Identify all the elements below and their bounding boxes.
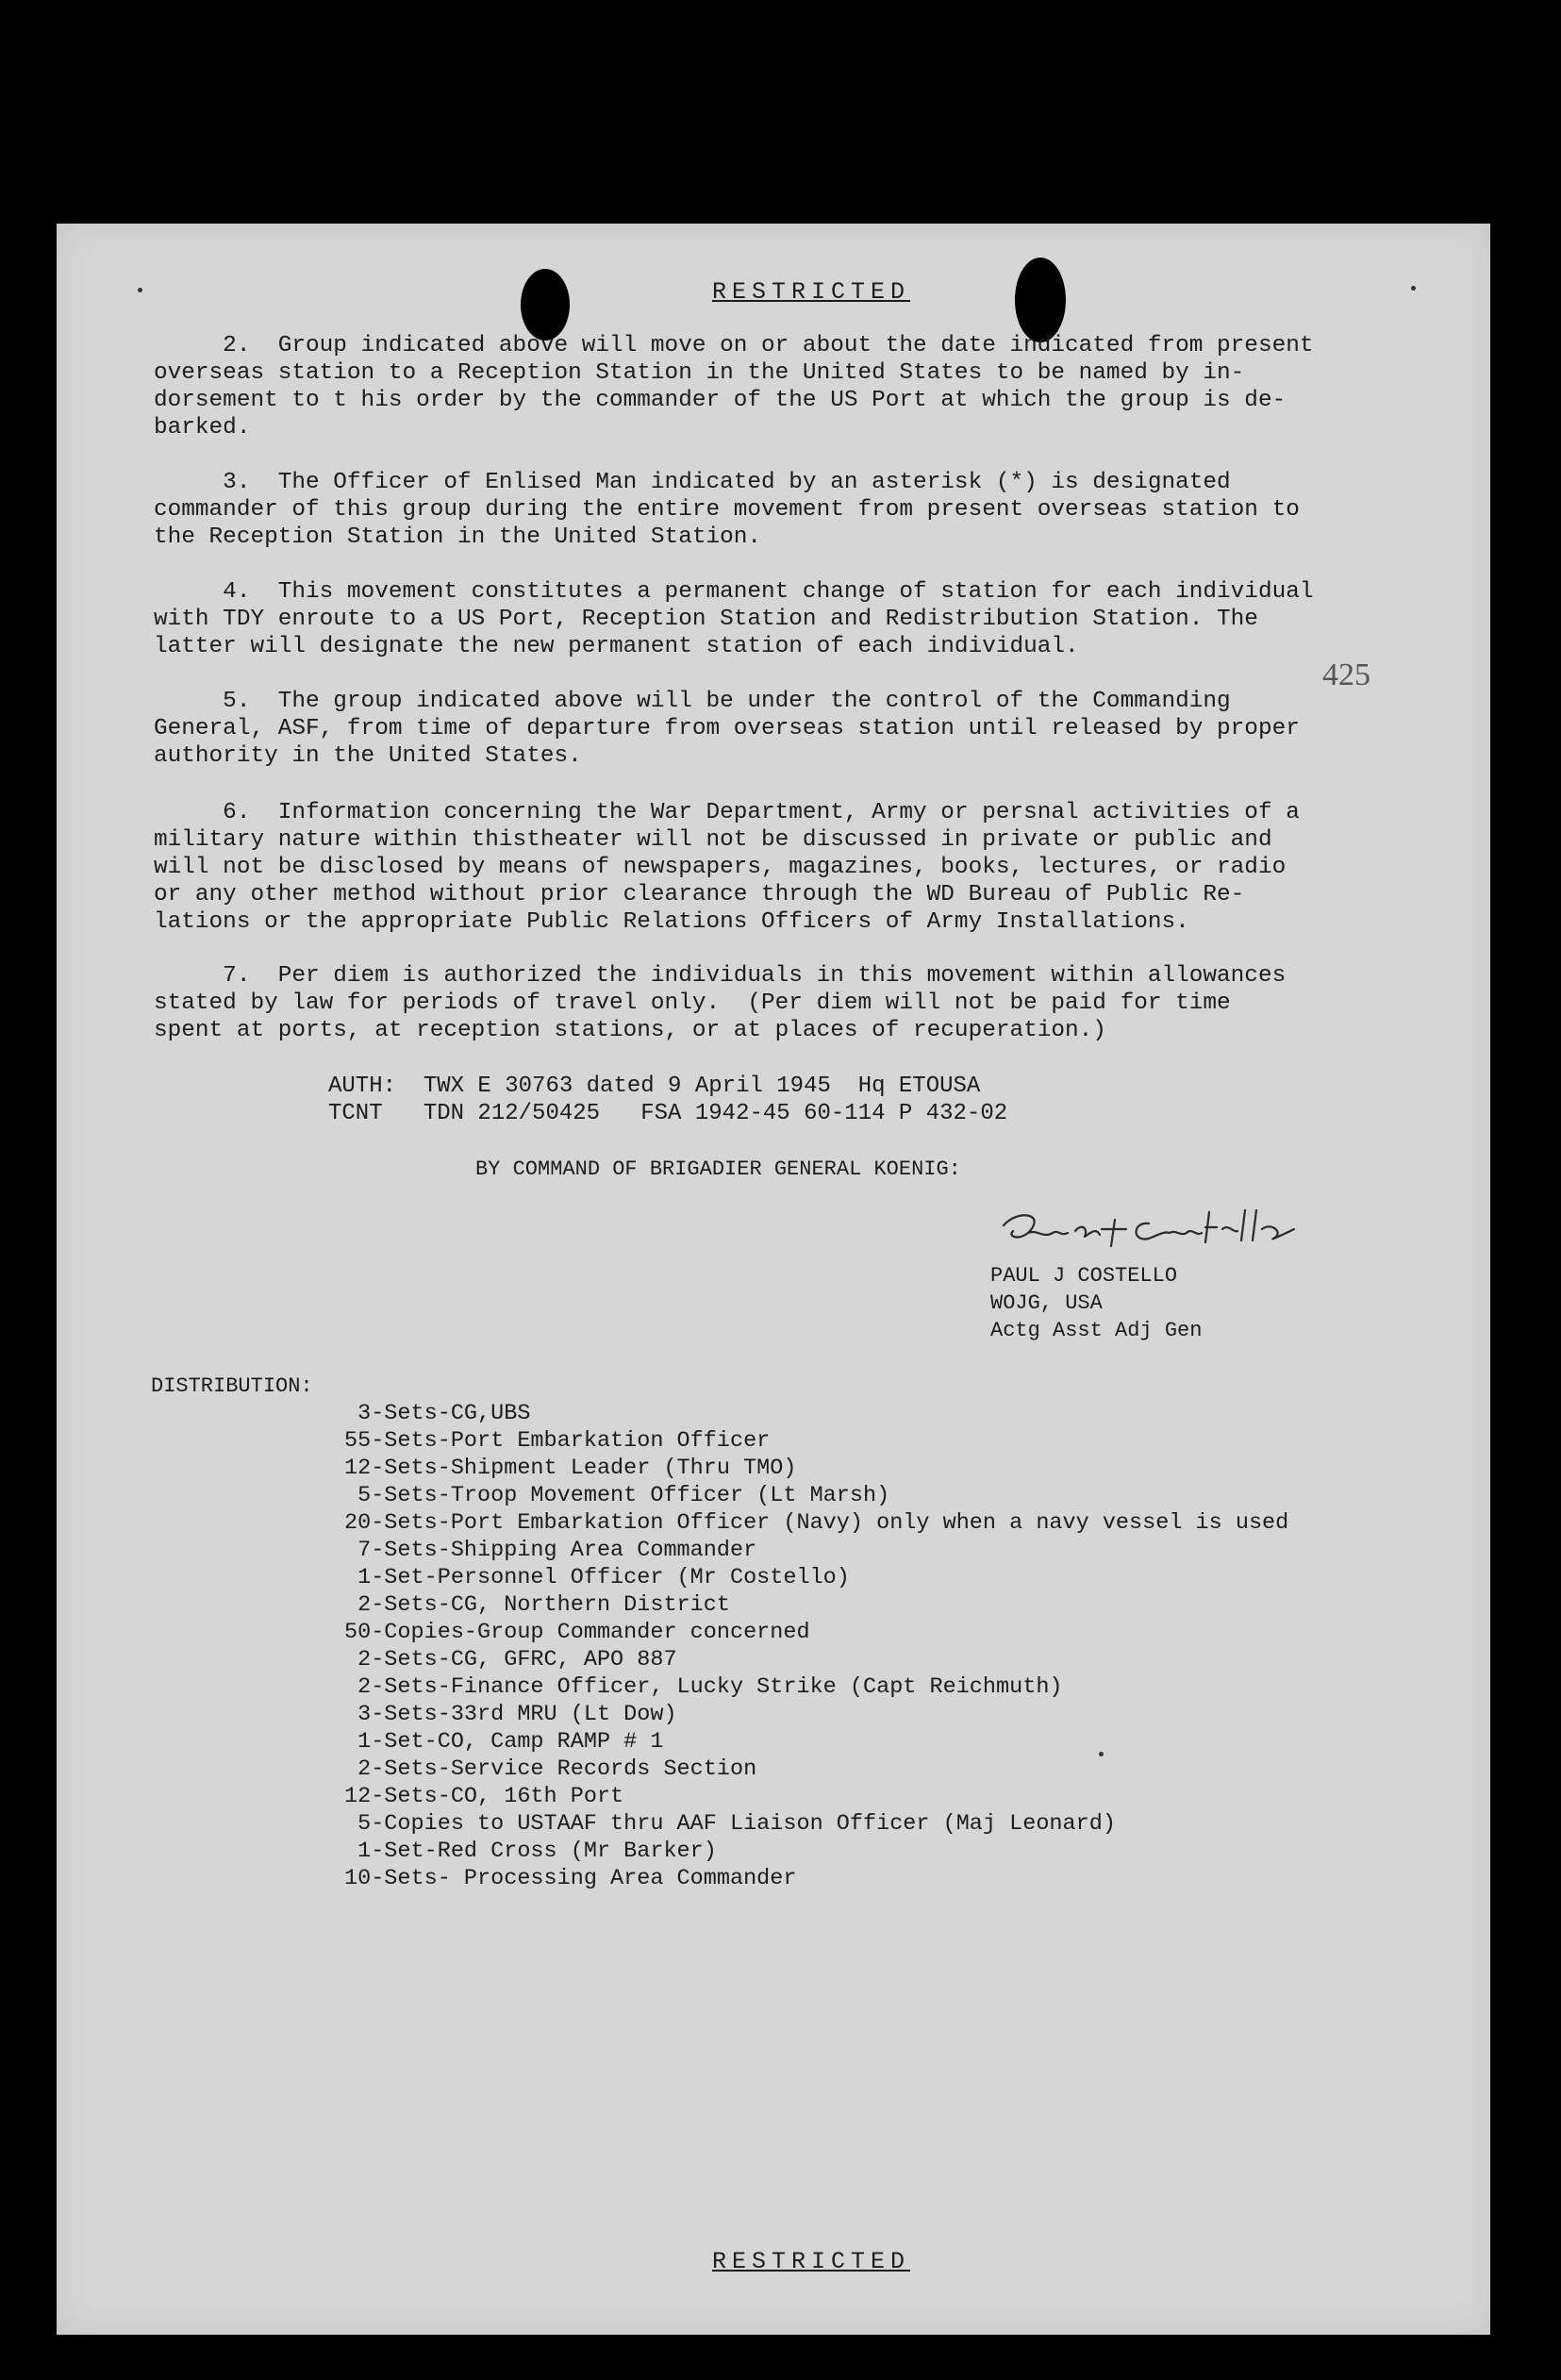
tcnt-line: TCNT TDN 212/50425 FSA 1942-45 60-114 P 432-02 xyxy=(328,1101,1008,1126)
signer-name: PAUL J COSTELLO xyxy=(990,1264,1178,1288)
list-item: 7-Sets-Shipping Area Commander xyxy=(344,1538,757,1563)
paragraph-2: 2. Group indicated above will move on or about the date indicated from present overseas station to a Reception Station in the United States to be named by in- dorsement to t his order by the commander of the US Port at which the group is de- barked. xyxy=(154,333,1314,441)
paragraph-7: 7. Per diem is authorized the individuals in this movement within allowances stated by law for periods of travel only. (Per diem will not be paid for time spent at ports, at reception stations, or at places of recuperation.) xyxy=(154,963,1287,1043)
auth-line: AUTH: TWX E 30763 dated 9 April 1945 Hq ETOUSA xyxy=(328,1073,981,1099)
list-item: 2-Sets-Finance Officer, Lucky Strike (Capt Reichmuth) xyxy=(344,1674,1063,1700)
list-item: 55-Sets-Port Embarkation Officer xyxy=(344,1428,771,1454)
list-item: 3-Sets-33rd MRU (Lt Dow) xyxy=(344,1702,677,1727)
list-item: 2-Sets-CG, Northern District xyxy=(344,1592,730,1618)
page-number-annotation: 425 xyxy=(1322,657,1370,692)
paragraph-4: 4. This movement constitutes a permanent change of station for each individual with TDY enroute to a US Port, Reception Station and Redistribution Station. The latter will designate the new permanent station of each individual. xyxy=(154,579,1314,659)
paper-speck xyxy=(1099,1752,1104,1756)
paragraph-5: 5. The group indicated above will be under the control of the Commanding General, ASF, from time of departure from overseas station until released by proper authority in the United States. xyxy=(154,689,1300,769)
handwritten-signature xyxy=(990,1205,1349,1271)
list-item: 50-Copies-Group Commander concerned xyxy=(344,1620,810,1645)
list-item: 2-Sets-CG, GFRC, APO 887 xyxy=(344,1647,677,1673)
list-item: 12-Sets-Shipment Leader (Thru TMO) xyxy=(344,1456,797,1481)
footer-classification: RESTRICTED xyxy=(711,2248,911,2275)
paper-speck xyxy=(138,288,142,292)
list-item: 10-Sets- Processing Area Commander xyxy=(344,1866,797,1891)
list-item: 3-Sets-CG,UBS xyxy=(344,1401,531,1426)
distribution-list xyxy=(344,1400,1288,1892)
list-item: 20-Sets-Port Embarkation Officer (Navy) only when a navy vessel is used xyxy=(344,1510,1289,1536)
list-item: 1-Set-Personnel Officer (Mr Costello) xyxy=(344,1565,850,1590)
list-item: 1-Set-CO, Camp RAMP # 1 xyxy=(344,1729,664,1755)
signer-title: Actg Asst Adj Gen xyxy=(990,1319,1203,1342)
list-item: 1-Set-Red Cross (Mr Barker) xyxy=(344,1839,717,1864)
distribution-title: DISTRIBUTION: xyxy=(151,1374,313,1398)
list-item: 2-Sets-Service Records Section xyxy=(344,1756,757,1782)
list-item: 5-Sets-Troop Movement Officer (Lt Marsh) xyxy=(344,1483,890,1508)
signature-block xyxy=(990,1262,1202,1344)
paragraph-3: 3. The Officer of Enlised Man indicated by an asterisk (*) is designated commander of this group during the entire movement from present overseas station to the Reception Station in the United Station. xyxy=(154,470,1300,550)
header-classification: RESTRICTED xyxy=(711,278,911,306)
paper-speck xyxy=(1411,286,1416,291)
authority-block xyxy=(328,1073,1007,1127)
signer-rank: WOJG, USA xyxy=(990,1291,1103,1315)
list-item: 12-Sets-CO, 16th Port xyxy=(344,1784,624,1809)
document-page xyxy=(57,224,1490,2335)
command-line: BY COMMAND OF BRIGADIER GENERAL KOENIG: xyxy=(475,1157,961,1181)
paragraph-6: 6. Information concerning the War Department, Army or persnal activities of a military nature within thistheater will not be discussed in private or public and will not be disclosed by means of newspapers, magazines, books, lectures, or radio or any other method without prior clearance through the WD Bureau of Public Re- lations or the appropriate Public Relations Officers of Army Installations. xyxy=(154,800,1300,935)
list-item: 5-Copies to USTAAF thru AAF Liaison Officer (Maj Leonard) xyxy=(344,1811,1116,1837)
